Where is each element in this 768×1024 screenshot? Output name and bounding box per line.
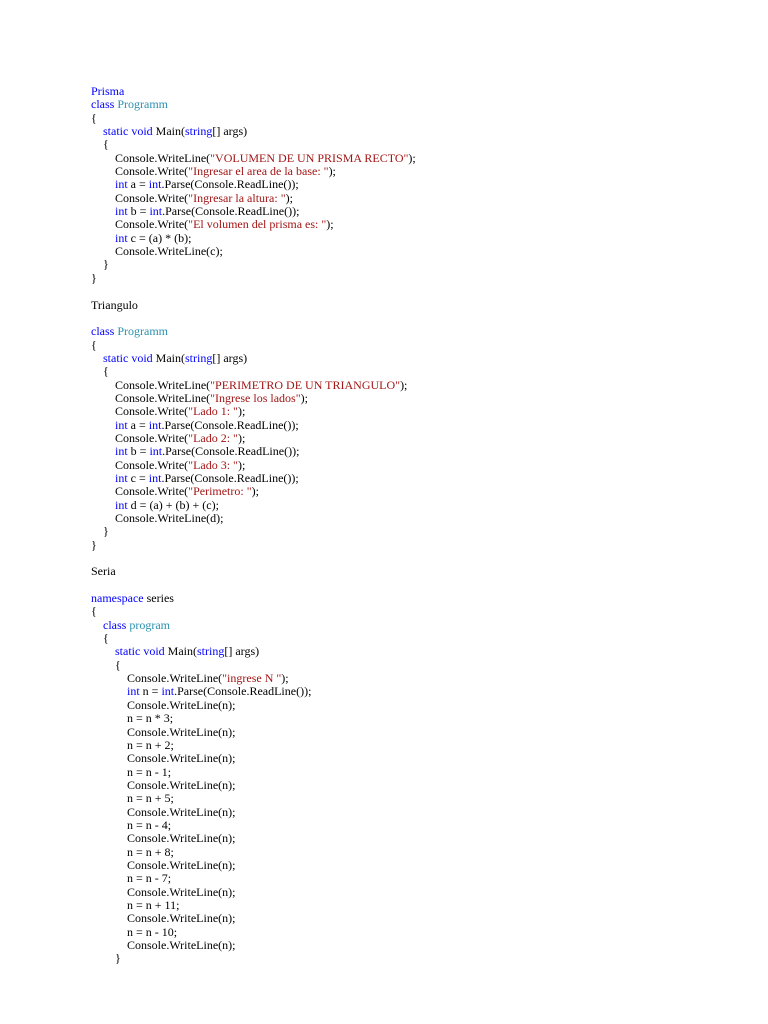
code-text: Console.WriteLine(n); (91, 804, 236, 819)
keyword-token: static (103, 350, 129, 365)
string-literal: "PERIMETRO DE UN TRIANGULO" (210, 377, 401, 392)
code-line (91, 258, 731, 271)
code-text: Console.WriteLine(n); (91, 697, 236, 712)
paragraph-gap (91, 285, 731, 298)
code-text (91, 471, 115, 485)
code-text: } (91, 270, 97, 285)
keyword-token: int (115, 470, 128, 485)
code-text: d = (a) + (b) + (c); (127, 497, 219, 512)
code-text: a = (127, 177, 149, 192)
code-text: n = n + 2; (91, 737, 174, 752)
code-line (91, 299, 731, 312)
code-line (91, 85, 731, 98)
keyword-token: string (185, 350, 213, 365)
keyword-token: int (149, 444, 163, 459)
code-line (91, 485, 731, 498)
string-literal: "Ingrese los lados" (210, 390, 301, 405)
code-text: { (91, 110, 97, 125)
code-text (91, 418, 115, 432)
code-line (91, 685, 731, 698)
code-line (91, 659, 731, 672)
code-text: ); (281, 671, 289, 686)
code-text: } (91, 537, 97, 552)
code-text: Console.Write( (91, 164, 189, 179)
keyword-token: string (197, 644, 225, 659)
paragraph-gap (91, 552, 731, 565)
keyword-token: string (185, 124, 213, 139)
code-text: Console.WriteLine(n); (91, 751, 236, 766)
code-text: ); (328, 164, 336, 179)
code-line (91, 592, 731, 605)
code-line (91, 539, 731, 552)
code-line (91, 912, 731, 925)
code-line (91, 205, 731, 218)
code-line (91, 138, 731, 151)
code-line (91, 512, 731, 525)
keyword-token: int (127, 684, 140, 699)
code-line (91, 619, 731, 632)
code-text (91, 204, 115, 218)
code-line (91, 525, 731, 538)
code-text (91, 177, 115, 191)
code-text: .Parse(Console.ReadLine()); (162, 204, 300, 219)
blank-line (91, 312, 731, 325)
section-prisma (91, 85, 731, 285)
code-line (91, 939, 731, 952)
code-line (91, 779, 731, 792)
code-text: Console.Write( (91, 190, 189, 205)
code-text: Main( (164, 644, 197, 659)
type-token: Programm (117, 324, 168, 339)
code-text: Triangulo (91, 297, 138, 312)
keyword-token: static (115, 644, 141, 659)
code-line (91, 445, 731, 458)
string-literal: "Lado 1: " (188, 404, 238, 419)
keyword-token: int (115, 230, 128, 245)
code-line (91, 459, 731, 472)
code-text: b = (127, 444, 150, 459)
code-text: ); (237, 404, 246, 419)
code-text (91, 351, 103, 365)
code-line (91, 712, 731, 725)
code-text: { (91, 137, 109, 152)
code-text: } (91, 524, 109, 539)
code-line (91, 178, 731, 191)
string-literal: "Ingresar la altura: " (188, 190, 286, 205)
code-text: { (91, 364, 109, 379)
code-text: ); (285, 190, 293, 205)
keyword-token: int (161, 684, 175, 699)
code-line (91, 152, 731, 165)
code-line (91, 832, 731, 845)
code-line (91, 819, 731, 832)
code-text: Console.WriteLine(n); (91, 777, 236, 792)
string-literal: "Lado 2: " (188, 430, 238, 445)
code-text: Console.WriteLine(n); (91, 884, 236, 899)
code-text: Main( (152, 124, 185, 139)
section-seria (91, 565, 731, 965)
code-line (91, 632, 731, 645)
code-text: Console.Write( (91, 484, 189, 499)
code-line (91, 565, 731, 578)
code-line (91, 192, 731, 205)
code-text: Console.WriteLine(n); (91, 911, 236, 926)
code-line (91, 605, 731, 618)
type-token: Programm (117, 97, 168, 112)
code-text: ); (251, 484, 259, 499)
code-text: c = (a) * (b); (127, 230, 192, 245)
section-triangulo (91, 299, 731, 553)
code-text (91, 231, 115, 245)
code-text: { (91, 631, 109, 646)
code-line (91, 112, 731, 125)
code-line (91, 499, 731, 512)
code-text: n = n + 8; (91, 844, 174, 859)
code-line (91, 405, 731, 418)
code-text: b = (127, 204, 150, 219)
keyword-token: void (143, 644, 165, 659)
code-text: n = n - 4; (91, 817, 172, 832)
code-text: c = (127, 470, 149, 485)
code-text: Console.WriteLine( (91, 390, 211, 405)
code-text: n = n + 5; (91, 791, 174, 806)
code-text: .Parse(Console.ReadLine()); (161, 417, 299, 432)
type-token: program (129, 617, 170, 632)
code-line (91, 739, 731, 752)
code-text: Console.Write( (91, 430, 189, 445)
code-line (91, 645, 731, 658)
code-line (91, 352, 731, 365)
code-text: ); (408, 150, 416, 165)
keyword-token: void (131, 350, 153, 365)
code-text: Console.WriteLine(n); (91, 857, 236, 872)
code-text: Console.Write( (91, 457, 189, 472)
code-text (91, 618, 103, 632)
code-text: series (143, 591, 174, 606)
code-line (91, 899, 731, 912)
code-line (91, 125, 731, 138)
keyword-token: int (115, 444, 128, 459)
code-line (91, 98, 731, 111)
code-document (91, 85, 731, 966)
code-text: [] args) (212, 124, 248, 139)
code-text: Console.WriteLine(c); (91, 244, 223, 259)
code-line (91, 272, 731, 285)
keyword-token: void (131, 124, 153, 139)
keyword-token: static (103, 124, 129, 139)
code-line (91, 339, 731, 352)
code-text: n = n + 11; (91, 897, 180, 912)
code-text: Main( (152, 350, 185, 365)
keyword-token: int (149, 204, 163, 219)
code-text (91, 444, 115, 458)
keyword-token: int (115, 177, 128, 192)
code-text: ); (400, 377, 408, 392)
keyword-token: int (115, 204, 128, 219)
code-text: Console.WriteLine( (91, 150, 211, 165)
code-text (91, 124, 103, 138)
code-text: .Parse(Console.ReadLine()); (174, 684, 312, 699)
code-line (91, 245, 731, 258)
keyword-token: class (103, 617, 127, 632)
string-literal: "Lado 3: " (188, 457, 238, 472)
code-line (91, 886, 731, 899)
keyword-token: Prisma (91, 84, 125, 98)
code-text: ); (237, 457, 246, 472)
code-text: Seria (91, 564, 116, 579)
string-literal: "Perimetro: " (188, 484, 252, 499)
code-line (91, 859, 731, 872)
code-text: n = n - 1; (91, 764, 172, 779)
code-text: n = n * 3; (91, 711, 174, 726)
code-text: Console.Write( (91, 217, 189, 232)
code-text: Console.WriteLine(n); (91, 938, 236, 952)
code-text: n = (139, 684, 162, 699)
code-text: { (91, 657, 121, 672)
code-text (91, 644, 115, 658)
code-text: ); (237, 430, 246, 445)
keyword-token: class (91, 324, 115, 339)
code-line (91, 325, 731, 338)
code-text: } (91, 257, 109, 272)
code-text: Console.WriteLine(n); (91, 724, 236, 739)
code-line (91, 926, 731, 939)
code-text: Console.WriteLine(n); (91, 831, 236, 846)
code-line (91, 232, 731, 245)
code-text: Console.Write( (91, 404, 189, 419)
code-line (91, 792, 731, 805)
code-line (91, 392, 731, 405)
keyword-token: class (91, 97, 115, 112)
keyword-token: int (148, 177, 162, 192)
code-line (91, 752, 731, 765)
code-text: [] args) (224, 644, 260, 659)
code-text: n = n - 7; (91, 871, 172, 886)
string-literal: "VOLUMEN DE UN PRISMA RECTO" (210, 150, 409, 165)
code-line (91, 419, 731, 432)
code-text: [] args) (212, 350, 248, 365)
code-line (91, 872, 731, 885)
code-line (91, 846, 731, 859)
code-line (91, 432, 731, 445)
keyword-token: namespace (91, 591, 144, 606)
keyword-token: int (148, 470, 162, 485)
code-line (91, 472, 731, 485)
code-text: ); (326, 217, 334, 232)
code-text: } (91, 951, 121, 966)
code-text: { (91, 604, 97, 619)
code-text: .Parse(Console.ReadLine()); (161, 470, 299, 485)
code-line (91, 766, 731, 779)
code-line (91, 218, 731, 231)
code-text: Console.WriteLine( (91, 671, 223, 686)
code-line (91, 726, 731, 739)
code-text: n = n - 10; (91, 924, 178, 939)
code-line (91, 165, 731, 178)
code-text: .Parse(Console.ReadLine()); (162, 444, 300, 459)
string-literal: "El volumen del prisma es: " (188, 217, 327, 232)
code-text (91, 498, 115, 512)
code-text: Console.WriteLine( (91, 377, 211, 392)
string-literal: "ingrese N " (222, 671, 282, 686)
code-text: ); (300, 390, 308, 405)
keyword-token: int (115, 417, 128, 432)
string-literal: "Ingresar el area de la base: " (188, 164, 329, 179)
keyword-token: int (148, 417, 162, 432)
code-text: Console.WriteLine(d); (91, 511, 224, 525)
code-line (91, 699, 731, 712)
code-line (91, 952, 731, 965)
code-line (91, 806, 731, 819)
blank-line (91, 579, 731, 592)
code-text: .Parse(Console.ReadLine()); (161, 177, 299, 192)
code-text: a = (127, 417, 149, 432)
keyword-token: int (115, 497, 128, 512)
code-text (91, 684, 127, 698)
code-line (91, 379, 731, 392)
code-line (91, 672, 731, 685)
code-line (91, 365, 731, 378)
code-text: { (91, 337, 97, 352)
